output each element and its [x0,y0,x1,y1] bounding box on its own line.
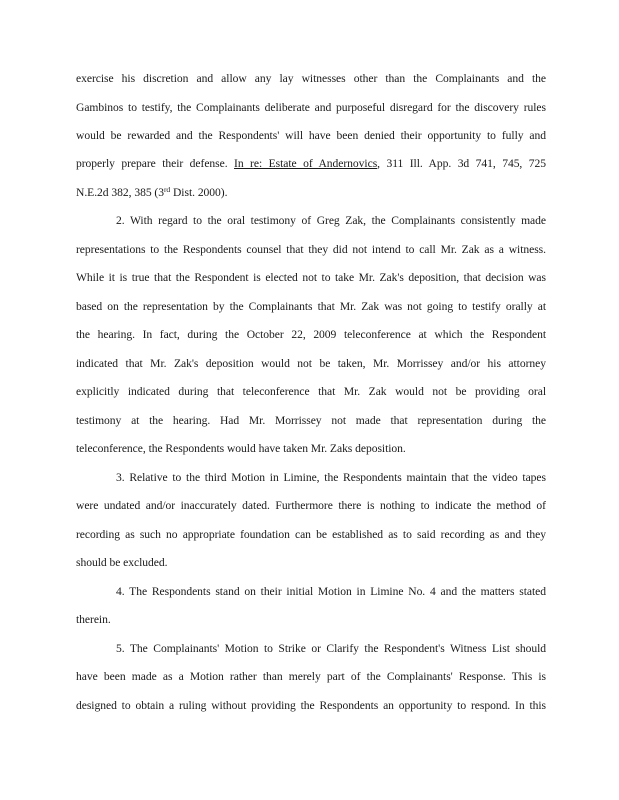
body-text-span: N.E.2d 382, 385 (3 [76,186,164,199]
body-text-line: indicated that Mr. Zak's deposition would not be taken, Mr. Morrissey and/or his attorney [76,357,546,370]
body-text-line: recording as such no appropriate foundation can be established as to said recording as and they [76,528,546,541]
paragraph-4-first-line: 4. The Respondents stand on their initial Motion in Limine No. 4 and the matters stated [116,585,546,598]
body-text-line: designed to obtain a ruling without providing the Respondents an opportunity to respond. In this [76,699,546,712]
citation-line [76,186,546,200]
citation-line [76,157,546,171]
paragraph-2-first-line: 2. With regard to the oral testimony of Greg Zak, the Complainants consistently made [116,214,546,227]
body-text-line: therein. [76,613,111,626]
body-text-line: testimony at the hearing. Had Mr. Morrissey not made that representation during the [76,414,546,427]
body-text-line: While it is true that the Respondent is elected not to take Mr. Zak's deposition, that decision was [76,271,546,284]
body-text-line: exercise his discretion and allow any lay witnesses other than the Complainants and the [76,72,546,85]
body-text-line: Gambinos to testify, the Complainants deliberate and purposeful disregard for the discovery rules [76,101,546,114]
body-text-line: should be excluded. [76,556,168,569]
paragraph-3-first-line: 3. Relative to the third Motion in Limine, the Respondents maintain that the video tapes [116,471,546,484]
body-text-line: have been made as a Motion rather than merely part of the Complainants' Response. This is [76,670,546,683]
paragraph-5-first-line: 5. The Complainants' Motion to Strike or Clarify the Respondent's Witness List should [116,642,546,655]
body-text-line: would be rewarded and the Respondents' will have been denied their opportunity to fully and [76,129,546,142]
case-citation: In re: Estate of Andernovics [234,157,378,170]
body-text-line: were undated and/or inaccurately dated. Furthermore there is nothing to indicate the method of [76,499,546,512]
body-text-line: based on the representation by the Complainants that Mr. Zak was not going to testify orally at [76,300,546,313]
body-text-span: properly prepare their defense. [76,157,235,170]
body-text-line: explicitly indicated during that teleconference that Mr. Zak would not be providing oral [76,385,546,398]
body-text-line: teleconference, the Respondents would have taken Mr. Zaks deposition. [76,442,406,455]
body-text-span: , 311 Ill. App. 3d 741, 745, 725 [377,157,546,170]
body-text-span: Dist. 2000). [170,186,228,199]
body-text-line: representations to the Respondents counsel that they did not intend to call Mr. Zak as a witness. [76,243,546,256]
ordinal-superscript: rd [163,185,171,194]
body-text-line: the hearing. In fact, during the October 22, 2009 teleconference at which the Respondent [76,328,546,341]
